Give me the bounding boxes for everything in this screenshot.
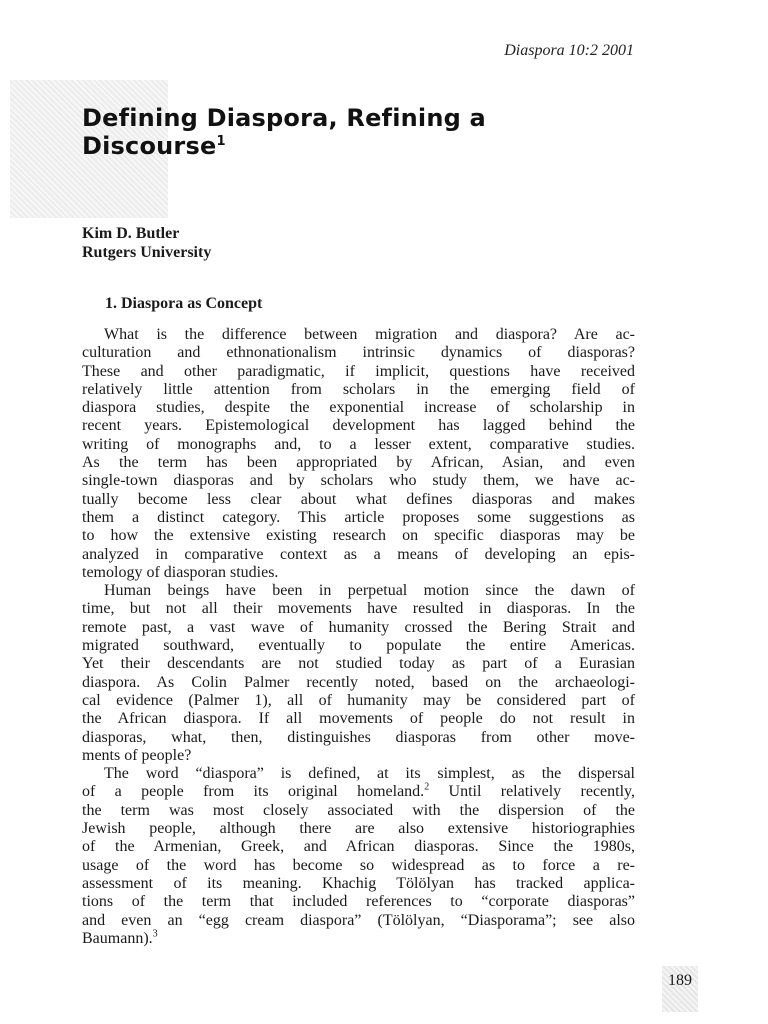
body-line-text: of a people from its original homeland. (82, 783, 425, 801)
body-line-text: What is the difference between migration and diaspora? Are ac- (104, 326, 635, 343)
body-line (82, 454, 635, 472)
body-line-text: diaspora studies, despite the exponential increase of scholarship in (82, 399, 635, 417)
body-line (82, 692, 635, 710)
body-line (82, 912, 635, 930)
body-line (82, 619, 635, 637)
body-line (82, 326, 635, 344)
body-line-text: tions of the term that included references to “corporate diasporas” (82, 893, 635, 911)
body-line (82, 747, 635, 765)
body-line-text: ments of people? (82, 746, 192, 764)
body-line-text: tually become less clear about what defines diasporas and makes (82, 490, 635, 508)
body-line (82, 930, 635, 948)
journal-citation: Diaspora 10:2 2001 (504, 42, 634, 59)
body-line (82, 765, 635, 783)
body-line-text: culturation and ethnonationalism intrinsic dynamics of diasporas? (82, 344, 635, 362)
body-line (82, 729, 635, 747)
body-line-text: writing of monographs and, to a lesser extent, comparative studies. (82, 435, 635, 453)
body-line (82, 783, 635, 801)
body-line-text: temology of diasporan studies. (82, 563, 279, 581)
body-line (82, 875, 635, 893)
body-line-text: the term was most closely associated with the dispersion of the (82, 801, 635, 819)
body-line (82, 674, 635, 692)
body-line-text: Baumann). (82, 929, 153, 947)
author-affiliation: Rutgers University (82, 244, 212, 261)
title-footnote-marker: 1 (216, 134, 226, 149)
body-line-text: diaspora. As Colin Palmer recently noted, based on the archaeologi- (82, 673, 635, 691)
body-line-text: relatively little attention from scholars in the emerging field of (82, 380, 635, 398)
article-title (82, 104, 486, 160)
body-line (82, 710, 635, 728)
body-line (82, 820, 635, 838)
body-line-text: migrated southward, eventually to populate the entire Americas. (82, 637, 635, 655)
body-line-text: recent years. Epistemological development has lagged behind the (82, 417, 635, 435)
section-heading: 1. Diaspora as Concept (105, 295, 263, 312)
body-line (82, 399, 635, 417)
body-line (82, 802, 635, 820)
body-line (82, 491, 635, 509)
body-line-text: Yet their descendants are not studied today as part of a Eurasian (82, 655, 635, 673)
body-line-text: assessment of its meaning. Khachig Tölölyan has tracked applica- (82, 874, 635, 892)
title-line-1: Defining Diaspora, Refining a (82, 104, 486, 132)
footnote-marker: 2 (424, 782, 430, 794)
author-block (82, 224, 211, 262)
body-line-text: and even an “egg cream diaspora” (Tölölyan, “Diasporama”; see also (82, 911, 635, 929)
footnote-marker: 3 (152, 928, 158, 940)
body-line-text: cal evidence (Palmer 1), all of humanity may be considered part of (82, 691, 635, 709)
body-line-text: The word “diaspora” is defined, at its simplest, as the dispersal (104, 765, 635, 783)
body-line (82, 417, 635, 435)
body-line-text: of the Armenian, Greek, and African diasporas. Since the 1980s, (82, 838, 635, 856)
page-number: 189 (662, 966, 698, 1012)
body-line (82, 600, 635, 618)
body-line (82, 344, 635, 362)
body-line (82, 655, 635, 673)
body-line-text: diasporas, what, then, distinguishes diasporas from other move- (82, 728, 635, 746)
body-line-text: them a distinct category. This article proposes some suggestions as (82, 508, 635, 526)
body-line-text: to how the extensive existing research on specific diasporas may be (82, 527, 635, 545)
body-line-text: time, but not all their movements have resulted in diasporas. In the (82, 600, 635, 618)
body-line (82, 527, 635, 545)
body-line (82, 564, 635, 582)
body-line (82, 472, 635, 490)
body-line (82, 436, 635, 454)
body-line (82, 381, 635, 399)
body-line-tail: Until relatively recently, (429, 783, 635, 801)
title-line-2 (82, 132, 486, 160)
body-line (82, 838, 635, 856)
title-line-2-text: Discourse (82, 132, 217, 160)
body-line-text: Human beings have been in perpetual motion since the dawn of (104, 582, 635, 600)
body-line (82, 509, 635, 527)
author-name: Kim D. Butler (82, 225, 180, 242)
article-body (82, 326, 635, 948)
body-line-text: remote past, a vast wave of humanity crossed the Bering Strait and (82, 618, 635, 636)
body-line (82, 546, 635, 564)
body-line (82, 857, 635, 875)
body-line-text: the African diaspora. If all movements of people do not result in (82, 710, 635, 728)
body-line-text: Jewish people, although there are also extensive historiographies (82, 820, 635, 838)
body-line-text: These and other paradigmatic, if implicit, questions have received (82, 362, 635, 380)
body-line (82, 637, 635, 655)
body-line-text: single-town diasporas and by scholars who study them, we have ac- (82, 472, 635, 490)
body-line-text: As the term has been appropriated by African, Asian, and even (82, 454, 635, 472)
body-line-text: usage of the word has become so widespread as to force a re- (82, 856, 635, 874)
body-line (82, 893, 635, 911)
body-line (82, 582, 635, 600)
body-line (82, 363, 635, 381)
body-line-text: analyzed in comparative context as a means of developing an epis- (82, 545, 635, 563)
